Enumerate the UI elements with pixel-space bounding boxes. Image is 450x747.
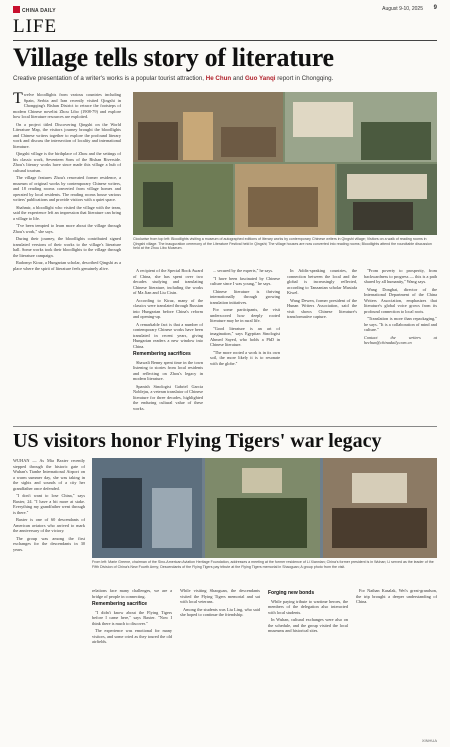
paragraph: For some participants, the visit underscored how deeply rooted literature may be in rural life. (210, 307, 280, 323)
paragraph: "Good literature is an art of imagination," says Egyptian Sinologist Ahmed Sayed, who holds a PhD in Chinese literature. (210, 325, 280, 347)
story2-column-1 (13, 458, 85, 738)
story1-photo-collage (133, 92, 437, 235)
masthead-date: August 9-10, 2025 (382, 6, 423, 12)
paragraph: ... secured by the experts," he says. (213, 268, 274, 273)
author-name-2: Guo Yanqi (244, 75, 276, 82)
paragraph: WUHAN — As Mia Baxter recently stepped through the historic gate of Wuhan's Tianhe International Airport on a warm summer day, she was taking in the sights and sounds of a city her grandfather once defended. (13, 458, 85, 491)
paragraph: While visiting Shaoguan, the descendants visited the Flying Tigers memorial and sat with local veterans. (180, 588, 260, 604)
byline: XINHUA (421, 738, 437, 743)
paragraph: Spanish Sinologist Gabriel Garcia Noblejas, a veteran translator of Chinese literature for three decades, highlighted the enduring cultural value of these works. (133, 383, 203, 411)
paragraph: "The more rooted a work is in its own soil, the more likely it is to resonate with the globe." (210, 349, 280, 366)
paragraph: Shawali Benny spent time in the town listening to stories from local residents and reflecting on Zhou's legacy in modern literature. (133, 359, 203, 381)
paragraph: The group was among the first exchanges for the descendants in 30 years. (13, 535, 85, 552)
masthead-brand (13, 6, 56, 14)
masthead (13, 5, 437, 15)
paragraph: While paying tribute to wartime heroes, the members of the delegation also interacted with local students. (268, 598, 348, 615)
story1-column-3 (210, 268, 280, 424)
story1-deck (13, 75, 437, 82)
story2-column-3 (180, 588, 260, 738)
paragraph: "I don't want to lose China," says Baxter, 24. "I have a bit more at stake. Everything my grandfather went through is there." (13, 493, 85, 515)
brand-logo-icon (13, 6, 20, 13)
paragraph: "I didn't know about the Flying Tigers before I came here," says Baxter. "Now I think there is much to discover." (92, 609, 172, 626)
story2-photo-caption: From left: Marie Greene, chairman of the Sino-American Aviation Heritage Foundation, addresses a meeting at the former residence of Li Xiannian; China's former president is in Wuhan; Li served as the leader of the Fifth Division of China's New Fourth Army; Descendants of the Flying Tigers pay tribute at the Flying Tigers memorial in Shaoguan; A group photo from the visit. (92, 560, 434, 569)
paragraph: Wang Dongbai, director of the International Department of the China Writers Association, emphasizes that literature's global voice grows from its profound connection to local roots. (364, 286, 437, 314)
story1-headline: Village tells story of literature (13, 43, 334, 72)
section-title: LIFE (13, 16, 58, 37)
brand-name: CHINA DAILY (22, 8, 56, 14)
paragraph: During their journey, the bloodlights contributed signed translated versions of their works to the village's literature hall. Some works took their bloodlights to the village through the literature campaign. (13, 236, 121, 258)
subheading: Remembering sacrifices (133, 351, 191, 357)
paragraph: A remarkable fact is that a number of contemporary Chinese works have been translated in recent years, giving Hungarian readers a new window into China. (133, 321, 203, 349)
paragraph: Radomyr Kiraz, a Hungarian scholar, described Qingshi as a place where the spirit of literature feels genuinely alive. (13, 260, 121, 271)
paragraph: For Nathan Kasalak, Wei's great-grandson, the trip brought a deeper understanding of China. (356, 588, 437, 604)
story2-headline: US visitors honor Flying Tigers' war legacy (13, 430, 382, 452)
subheading: Forging new bonds (268, 590, 315, 596)
photo-collage-image (133, 92, 437, 235)
paragraph: Among the students was Liu Ling, who said she hoped to continue the friendship. (180, 606, 260, 617)
paragraph: The village features Zhou's renovated former residence, a museum of original works by contemporary Chinese writers, and 18 reading rooms converted from village homes and operated by local residents. The reading rooms house various writers' publications and provide visitors with a quiet space. (13, 175, 121, 202)
story2-column-4 (268, 588, 348, 738)
story1-column-2 (133, 268, 203, 424)
deck-text: Creative presentation of a writer's works is a popular tourist attraction, (13, 75, 205, 82)
deck-and: and (232, 75, 244, 82)
story1-column-5 (364, 268, 437, 424)
paragraph: Wang Dewen, former president of the Hunan Writers Association, said the visit shows Chinese literature's transformative capture. (287, 297, 357, 319)
story2-column-2 (92, 588, 172, 738)
section-divider (13, 40, 437, 41)
story2-column-5 (356, 588, 437, 733)
drop-cap: T (13, 92, 23, 107)
story1-column-1 (13, 92, 121, 422)
paragraph: relations face many challenges, we are a bridge of people in connecting. (92, 588, 172, 599)
page-number: 9 (433, 5, 437, 11)
subheading: Remembering sacrifice (92, 601, 148, 607)
paragraph: Qingshi village is the birthplace of Zhou and the settings of his classic work, Seventeen Sons of the Bishan Riverside. Zhou's literary works have since made this village a hub of cultural tourism. (13, 151, 121, 173)
paragraph: In Wuhan, cultural exchanges were also on the schedule, and the group visited the local museums and historical sites. (268, 617, 348, 633)
story1-column-4 (287, 268, 357, 424)
story2-photo-strip (92, 458, 437, 558)
paragraph: "I have been fascinated by Chinese culture since I was young," he says. (210, 275, 280, 286)
paragraph: In Addis-speaking countries, the connection between the local and the global is increasingly reflected, according to Tanzanian scholar Mustafa Kiwel. (287, 268, 357, 295)
author-name: He Chun (205, 75, 232, 82)
paragraph: A recipient of the Special Book Award of China, she has spent over two decades studying and translating Chinese literature, including the works of Ma Jian and Liu Cixin. (133, 268, 203, 295)
paragraph: "Translation is more than repackaging," he says. "It is a collaboration of mind and culture." (364, 316, 437, 332)
paragraph: The experience was emotional for many visitors, and some cried as they toured the old airfields. (92, 628, 172, 644)
paragraph: "From poverty to prosperity, from backwardness to progress — this is a path shared by all humanity," Wang says. (364, 268, 437, 284)
paragraph: welve bloodlights from various countries including Spain, Serbia and Iran recently visited Qingshi in Chongqing's Bishan District to retrace the footsteps of modern Chinese novelist Zhou Libo (1908-79) and explore how local literature resources are exploited. (13, 92, 121, 119)
deck-text-end: report in Chongqing. (277, 75, 334, 82)
paragraph: Shahmir, a bloodlight who visited the village with the team, said the experience left an impression that literature can bring a village to life. (13, 204, 121, 221)
photo-strip-image (92, 458, 437, 558)
paragraph: According to Kiraz, many of the classics were translated through Russian into Hungarian before China's reform and opening-up. (133, 297, 203, 319)
paragraph: On a project titled Discovering Qingshi on the World Literature Map, the visitors journey brought the bloodlights and Chinese writers together to explore the profound literary work and discuss the intersection of locality and international literature. (13, 121, 121, 149)
paragraph: Chinese literature is thriving internationally through growing translation initiatives. (210, 288, 280, 305)
story1-photo-caption: Clockwise from top left: Bloodlights visiting a museum of autographed editions of literary works by contemporary Chinese writers in Qingshi village; Visitors on a walk of reading rooms in Qingshi village. The inauguration ceremony of the Literature Festival held in Qingshi; The village houses are now converted into reading rooms; Bloodlights attend the roundtable discussion held at the Zhou Libo Museum. (133, 237, 432, 251)
story-divider (13, 426, 437, 427)
paragraph: "I've been tempted to learn more about the village through Zhou's work," she says. (13, 223, 121, 234)
contact-line: Contact the writers at hechun@chinadaily.com.cn (364, 334, 437, 345)
paragraph: Baxter is one of 60 descendants of American aviators who arrived to mark the anniversary of the victory. (13, 517, 85, 533)
